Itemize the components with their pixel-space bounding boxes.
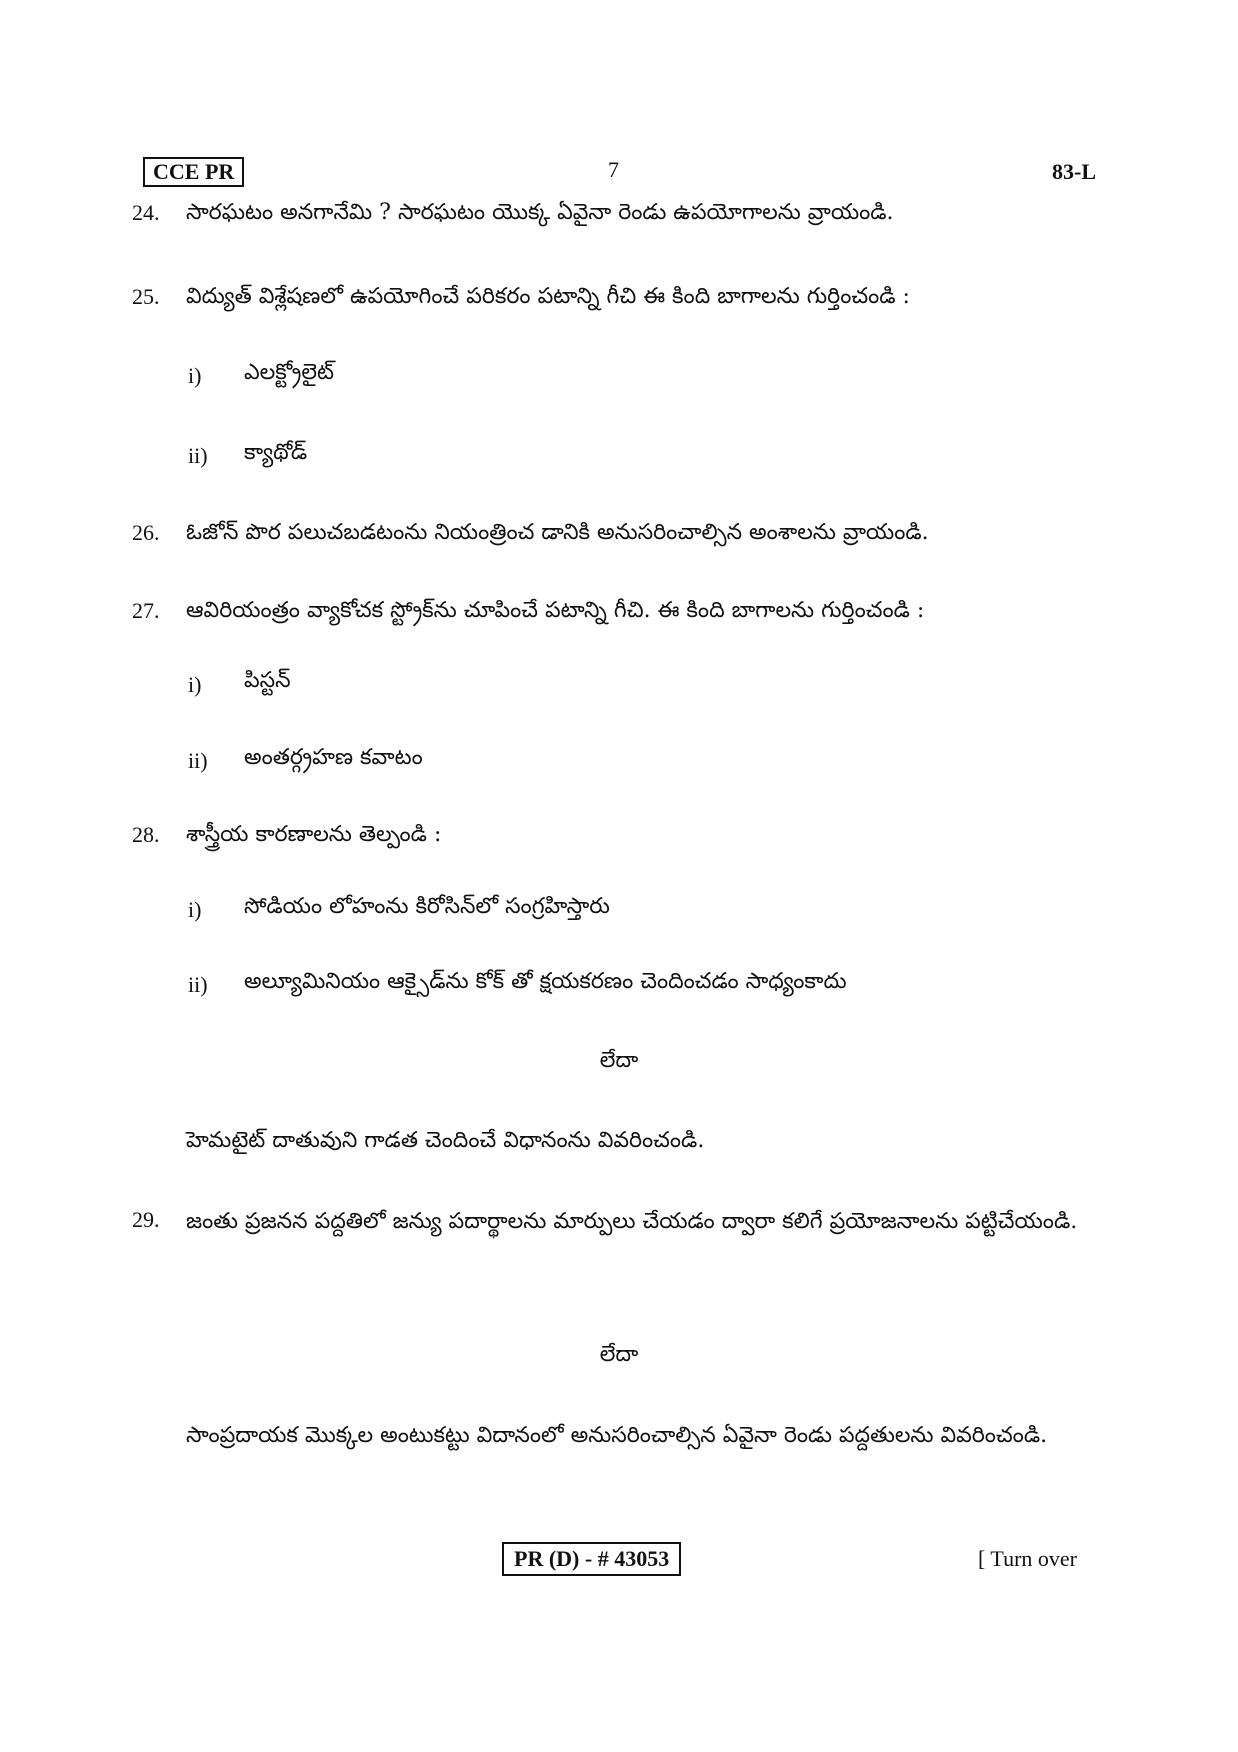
question-number-26: 26.	[132, 520, 160, 545]
question-text-27: ఆవిరియంత్రం వ్యాకోచక స్ట్రోక్‌ను చూపించే పటాన్ని గీచి. ఈ కింది బాగాలను గుర్తించండి :	[186, 598, 925, 623]
question-number-27: 27.	[132, 598, 160, 623]
paper-code-left: CCE PR	[143, 157, 244, 187]
q28-sub-i-label: i)	[188, 897, 202, 922]
question-text-24: సారఘటం అనగానేమి ? సారఘటం యొక్క ఏవైనా రెండు ఉపయోగాలను వ్రాయండి.	[186, 200, 894, 225]
question-number-25: 25.	[132, 284, 160, 309]
footer-paper-code: PR (D) - # 43053	[502, 1542, 681, 1576]
q28-sub-i-text: సోడియం లోహంను కిరోసిన్‌లో సంగ్రహిస్తారు	[244, 894, 610, 919]
q25-sub-i-text: ఎలక్ట్రోలైట్	[244, 360, 334, 385]
question-number-29: 29.	[132, 1207, 160, 1232]
question-text-29: జంతు ప్రజనన పద్దతిలో జన్యు పదార్థాలను మార్పులు చేయడం ద్వారా కలిగే ప్రయోజనాలను పట్టిచేయండి.	[186, 1209, 1078, 1234]
question-text-26: ఓజోన్ పొర పలుచబడటంను నియంత్రించ డానికి అనుసరించాల్సిన అంశాలను వ్రాయండి.	[186, 520, 929, 545]
question-text-28: శాస్త్రీయ కారణాలను తెల్పండి :	[186, 822, 442, 847]
q27-sub-ii-label: ii)	[188, 748, 208, 773]
q29-alternative-text: సాంప్రదాయక మొక్కల అంటుకట్టు విదానంలో అనుసరించాల్సిన ఏవైనా రెండు పద్దతులను వివరించండి.	[186, 1423, 1048, 1448]
q27-sub-i-label: i)	[188, 672, 202, 697]
question-text-25: విద్యుత్ విశ్లేషణలో ఉపయోగించే పరికరం పటాన్ని గీచి ఈ కింది బాగాలను గుర్తించండి :	[186, 284, 910, 309]
q25-sub-ii-text: క్యాథోడ్	[244, 440, 308, 465]
q25-sub-i-label: i)	[188, 363, 202, 388]
paper-code-right: 83-L	[1052, 159, 1096, 184]
q28-alternative-text: హెమటైట్ దాతువుని గాడత చెందించే విధానంను వివరించండి.	[186, 1128, 705, 1153]
q29-or-label: లేదా	[599, 1342, 639, 1367]
q27-sub-ii-text: అంతర్గ్రహణ కవాటం	[244, 745, 423, 770]
page-number: 7	[608, 157, 619, 182]
q28-sub-ii-label: ii)	[188, 972, 208, 997]
question-number-28: 28.	[132, 822, 160, 847]
q25-sub-ii-label: ii)	[188, 443, 208, 468]
q27-sub-i-text: పిస్టన్	[244, 668, 291, 693]
question-number-24: 24.	[132, 200, 160, 225]
q28-sub-ii-text: అల్యూమినియం ఆక్సైడ్‌ను కోక్ తో క్షయకరణం చెందించడం సాధ్యంకాదు	[244, 969, 847, 994]
turn-over-note: [ Turn over	[978, 1546, 1078, 1571]
q28-or-label: లేదా	[599, 1048, 639, 1073]
